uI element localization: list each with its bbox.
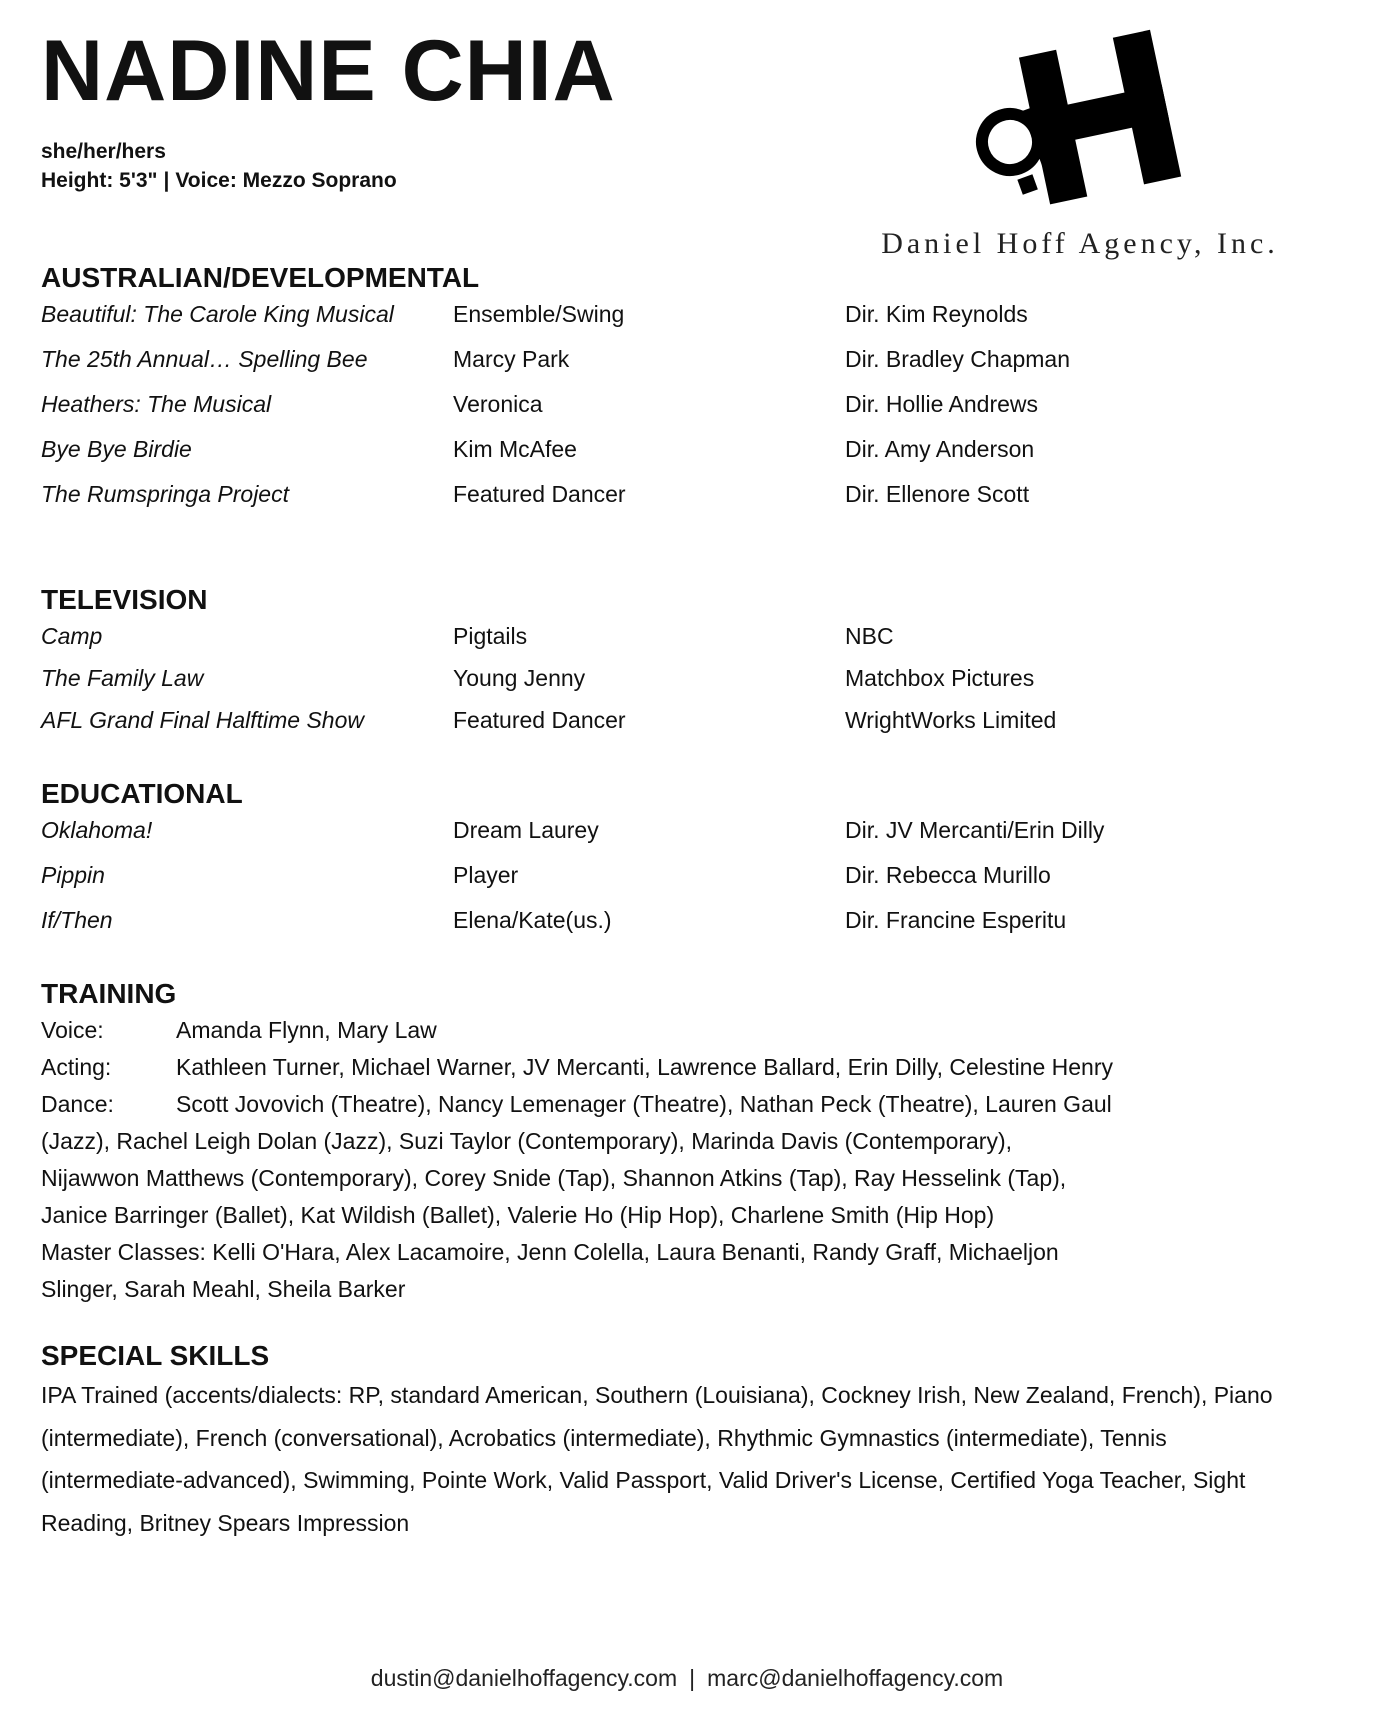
height-voice [41, 166, 397, 195]
credit-row [41, 341, 1331, 386]
credit-show: The 25th Annual… Spelling Bee [41, 346, 368, 372]
credit-network: WrightWorks Limited [845, 707, 1057, 733]
dha-logo-icon [960, 22, 1200, 222]
section-educational [41, 776, 1331, 947]
credit-show: AFL Grand Final Halftime Show [41, 707, 364, 733]
contact-email[interactable]: marc@danielhoffagency.com [707, 1665, 1004, 1691]
credit-director: Dir. Hollie Andrews [845, 391, 1039, 417]
section-title: EDUCATIONAL [41, 778, 243, 809]
credit-show: The Rumspringa Project [41, 481, 289, 507]
credit-row [41, 702, 1331, 744]
credit-role: Elena/Kate(us.) [453, 907, 612, 933]
credit-show: If/Then [41, 907, 113, 933]
training-label: Dance: [41, 1091, 114, 1117]
credit-show: Bye Bye Birdie [41, 436, 192, 462]
actor-meta [41, 137, 397, 195]
credit-director: Dir. Bradley Chapman [845, 346, 1070, 372]
credit-row [41, 618, 1331, 660]
training-master-classes: Master Classes: Kelli O'Hara, Alex Lacamoire, Jenn Colella, Laura Benanti, Randy Graff, Michaeljon [41, 1239, 1059, 1265]
section-title: TELEVISION [41, 584, 208, 615]
section-title: SPECIAL SKILLS [41, 1340, 270, 1371]
training-label: Acting: [41, 1054, 112, 1080]
training-dance-cont: Janice Barringer (Ballet), Kat Wildish (Ballet), Valerie Ho (Hip Hop), Charlene Smith (Hip Hop) [41, 1202, 995, 1228]
training-dance [41, 1086, 1331, 1123]
section-television [41, 582, 1331, 744]
credit-director: Dir. Rebecca Murillo [845, 862, 1051, 888]
training-acting [41, 1049, 1331, 1086]
contact-footer [0, 1665, 1374, 1692]
credit-show: Camp [41, 623, 103, 649]
section-australian [41, 260, 1331, 521]
credit-show: Pippin [41, 862, 105, 888]
credit-director: Dir. Ellenore Scott [845, 481, 1030, 507]
section-skills [41, 1338, 1331, 1544]
credit-director: Dir. Francine Esperitu [845, 907, 1067, 933]
credit-role: Featured Dancer [453, 707, 626, 733]
voice-type: Voice: Mezzo Soprano [175, 169, 397, 192]
training-dance-cont: Nijawwon Matthews (Contemporary), Corey Snide (Tap), Shannon Atkins (Tap), Ray Hesselink (Tap), [41, 1165, 1067, 1191]
training-text: Amanda Flynn, Mary Law [176, 1017, 437, 1043]
section-training [41, 976, 1331, 1308]
credit-row [41, 902, 1331, 947]
credit-director: Dir. Kim Reynolds [845, 301, 1028, 327]
credit-role: Veronica [453, 391, 543, 417]
actor-name: NADINE CHIA [41, 23, 616, 119]
credit-row [41, 431, 1331, 476]
credit-role: Ensemble/Swing [453, 301, 625, 327]
credit-role: Featured Dancer [453, 481, 626, 507]
training-master-classes-cont: Slinger, Sarah Meahl, Sheila Barker [41, 1276, 406, 1302]
credit-director: Dir. Amy Anderson [845, 436, 1035, 462]
footer-separator: | [689, 1665, 696, 1691]
credit-row [41, 660, 1331, 702]
credit-row [41, 857, 1331, 902]
height: Height: 5'3" [41, 169, 158, 192]
credit-row [41, 386, 1331, 431]
training-text: Kathleen Turner, Michael Warner, JV Mercanti, Lawrence Ballard, Erin Dilly, Celestine Henry [176, 1054, 1114, 1080]
credit-role: Dream Laurey [453, 817, 599, 843]
training-voice [41, 1012, 1331, 1049]
credit-show: The Family Law [41, 665, 204, 691]
training-text: Scott Jovovich (Theatre), Nancy Lemenager (Theatre), Nathan Peck (Theatre), Lauren Gaul [176, 1091, 1112, 1117]
credit-role: Marcy Park [453, 346, 570, 372]
section-title: AUSTRALIAN/DEVELOPMENTAL [41, 262, 480, 293]
training-dance-cont: (Jazz), Rachel Leigh Dolan (Jazz), Suzi Taylor (Contemporary), Marinda Davis (Contemporary), [41, 1128, 1013, 1154]
credit-network: NBC [845, 623, 894, 649]
contact-email[interactable]: dustin@danielhoffagency.com [370, 1665, 678, 1691]
credit-role: Young Jenny [453, 665, 586, 691]
credit-network: Matchbox Pictures [845, 665, 1035, 691]
section-title: TRAINING [41, 978, 177, 1009]
credit-show: Beautiful: The Carole King Musical [41, 301, 394, 327]
credit-row [41, 476, 1331, 521]
skills-text: IPA Trained (accents/dialects: RP, standard American, Southern (Louisiana), Cockney Irish, New Zealand, French), Piano (intermediate), French (conversational), Acrobatics (intermediate), Rhythmic Gymnastics (intermediate), Tennis (intermediate-advanced), Swimming, Pointe Work, Valid Passport, Valid Driver's License, Certified Yoga Teacher, Sight Reading, Britney Spears Impression [41, 1382, 1273, 1536]
agency-logo [840, 22, 1320, 272]
credit-director: Dir. JV Mercanti/Erin Dilly [845, 817, 1105, 843]
credit-show: Oklahoma! [41, 817, 153, 843]
agency-name: Daniel Hoff Agency, Inc. [881, 227, 1279, 260]
credit-row [41, 812, 1331, 857]
meta-separator: | [163, 169, 170, 192]
credit-row [41, 296, 1331, 341]
credit-role: Player [453, 862, 519, 888]
pronouns: she/her/hers [41, 140, 166, 163]
credit-show: Heathers: The Musical [41, 391, 272, 417]
training-label: Voice: [41, 1017, 104, 1043]
credit-role: Pigtails [453, 623, 528, 649]
credit-role: Kim McAfee [453, 436, 577, 462]
